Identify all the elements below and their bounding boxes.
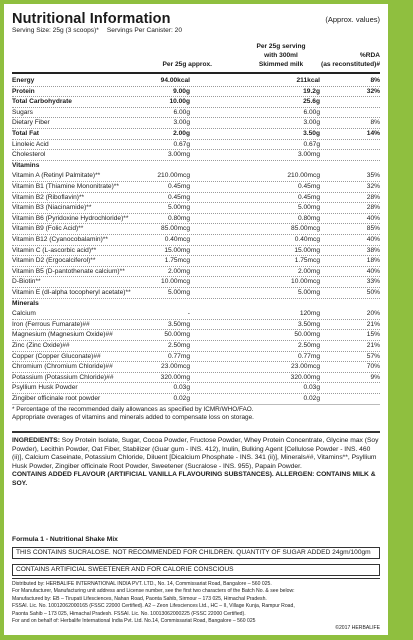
- per-25g-value: 5.00mg: [168, 289, 190, 296]
- ingredients-block: [12, 437, 380, 489]
- nutrient-name: Total Fat: [12, 130, 39, 137]
- nutrient-row: [12, 140, 380, 151]
- serving-info: [12, 27, 182, 34]
- with-milk-value: 85.00mcg: [291, 225, 320, 233]
- nutrient-row: [12, 87, 380, 98]
- nutrient-row: [12, 108, 380, 119]
- rda-value: 18%: [366, 257, 380, 265]
- with-milk-value: 1.75mcg: [294, 257, 320, 265]
- per-25g-value: 0.45mg: [168, 193, 190, 201]
- rda-value: 38%: [366, 246, 380, 254]
- per-25g-value: 5.00mg: [168, 204, 190, 212]
- nutrient-name: Copper (Copper Gluconate)##: [12, 352, 101, 360]
- per-25g-value: 0.80mg: [168, 214, 190, 222]
- with-milk-value: 19.2g: [303, 87, 320, 95]
- with-milk-value: 0.67g: [303, 140, 320, 148]
- with-milk-value: 2.00mg: [298, 267, 320, 275]
- nutrient-row: [12, 362, 380, 373]
- manufacturer-note: For Manufacturer, Manufacturing unit address and License number, see the first two characters of the Batch No. & see below:: [12, 588, 295, 595]
- per-25g-value: 320.00mg: [160, 373, 190, 381]
- nutrient-row: [12, 118, 380, 129]
- with-milk-value: 210.00mcg: [287, 172, 320, 180]
- with-milk-value: 3.00g: [303, 119, 320, 127]
- nutrient-row: [12, 97, 380, 108]
- nutrient-row: [12, 214, 380, 225]
- with-milk-value: 3.00mg: [298, 151, 320, 159]
- nutrient-name: Zinc (Zinc Oxide)##: [12, 342, 70, 349]
- rda-value: 40%: [366, 214, 380, 222]
- per-25g-value: 85.00mcg: [161, 225, 190, 233]
- nutrient-name: Magnesium (Magnesium Oxide)##: [12, 331, 113, 339]
- nutrient-row: [12, 299, 380, 309]
- with-milk-value: 6.00g: [303, 108, 320, 116]
- per-25g-value: 0.77mg: [168, 352, 190, 360]
- allergen-statement: CONTAINS ADDED FLAVOUR (ARTIFICIAL VANILLA FLAVOURING SUBSTANCES). ALLERGEN: CONTAINS MILK & SOY.: [12, 471, 376, 487]
- rda-value: 40%: [366, 267, 380, 275]
- manufacturer-line: Manufactured by: EB – Tirupati Lifesciences, Nahan Road, Paonta Sahib, Sirmour – 173 025, Himachal Pradesh.: [12, 595, 267, 602]
- with-milk-value: 50.00mg: [294, 331, 320, 339]
- fssai-line-2: Paonta Sahib – 173 025, Himachal Pradesh. FSSAI. Lic. No. 10013062000225 (FSSC 22000 Certified).: [12, 610, 246, 617]
- per-25g-value: 210.00mcg: [157, 172, 190, 180]
- with-milk-value: 320.00mg: [290, 373, 320, 381]
- nutrient-row: [12, 171, 380, 182]
- with-milk-value: 3.50mg: [298, 320, 320, 328]
- distribution-block: [12, 581, 380, 625]
- nutrient-name: Vitamin D2 (Ergocalciferol)**: [12, 257, 96, 265]
- nutrient-row: [12, 256, 380, 267]
- nutrient-name: Zingiber officinale root powder: [12, 395, 101, 402]
- nutrient-row: [12, 224, 380, 235]
- per-25g-value: 0.67g: [173, 140, 190, 148]
- rda-value: 85%: [366, 225, 380, 233]
- nutrient-row: [12, 288, 380, 299]
- per-25g-value: 0.03g: [173, 384, 190, 392]
- nutrient-name: Vitamin A (Retinyl Palmitate)**: [12, 172, 101, 180]
- ingredients-text: Soy Protein Isolate, Sugar, Cocoa Powder, Fructose Powder, Whey Protein Concentrate, Glycine max (Soy Powder), Lecithin Powder, Oat Fiber, Stabilizer (Guar gum - INS. 412), Inulin, Bulking Agent [Cellulose Powder - INS. 460 (ii)], Calcium Caseinate, Potassium Chloride, Diluent [Dicalcium Phosphate - INS. 341 (ii)], Minerals##, Vitamins**, Psyllium Husk Powder, Zingiber officinale Root Powder, Sweetener (Sucralose - INS. 955), Papain Powder.: [12, 437, 379, 470]
- rda-value: 15%: [366, 331, 380, 339]
- nutrient-row: [12, 373, 380, 384]
- with-milk-value: 5.00mg: [298, 204, 320, 212]
- rda-value: 20%: [366, 310, 380, 318]
- fssai-line-1: FSSAI. Lic. No. 10012062000165 (FSSC 22000 Certified). A2 – Zeon Lifesciences Ltd., HC – II, Village Kunja, Rampur Road,: [12, 603, 295, 610]
- nutrient-row: [12, 330, 380, 341]
- ingredients-label: INGREDIENTS:: [12, 437, 60, 444]
- nutrient-row: [12, 320, 380, 331]
- nutrient-row: [12, 76, 380, 87]
- servings-per-canister: Servings Per Canister: 20: [106, 27, 183, 34]
- rda-value: 40%: [366, 236, 380, 243]
- with-milk-value: 2.50mg: [298, 342, 320, 349]
- with-milk-value: 211kcal: [296, 77, 320, 84]
- rda-value: 70%: [366, 363, 380, 371]
- header-per-25g: Per 25g approx.: [162, 61, 212, 68]
- nutrient-name: Cholesterol: [12, 151, 46, 159]
- nutrient-name: Vitamin B2 (Riboflavin)**: [12, 193, 85, 201]
- per-25g-value: 6.00g: [173, 108, 190, 116]
- with-milk-value: 10.00mcg: [291, 278, 320, 286]
- per-25g-value: 9.00g: [173, 87, 190, 95]
- per-25g-value: 94.00kcal: [160, 77, 190, 84]
- rda-value: 35%: [366, 172, 380, 180]
- per-25g-value: 10.00g: [169, 98, 190, 106]
- per-25g-value: 3.50mg: [168, 320, 190, 328]
- rda-value: 28%: [366, 204, 380, 212]
- per-25g-value: 0.02g: [173, 395, 190, 402]
- nutrient-name: Vitamin B3 (Niacinamide)**: [12, 204, 92, 212]
- nutrient-name: Minerals: [12, 299, 39, 307]
- serving-size: Serving Size: 25g (3 scoops)*: [12, 27, 99, 34]
- footnote-rda: * Percentage of the recommended daily allowances as specified by ICMR/WHO/FAO.: [12, 406, 254, 413]
- with-milk-value: 0.45mg: [298, 193, 320, 201]
- per-25g-value: 0.40mcg: [164, 236, 190, 243]
- nutrient-name: Calcium: [12, 310, 36, 318]
- per-25g-value: -: [187, 310, 190, 318]
- with-milk-value: 23.00mcg: [291, 363, 320, 371]
- rda-value: 32%: [366, 87, 380, 95]
- nutrition-label: [4, 4, 388, 635]
- behalf-line: For and on behalf of: Herbalife International India Pvt. Ltd. No.14, Commissariat Road, Bangalore – 560 025: [12, 618, 256, 625]
- nutrient-name: D-Biotin**: [12, 278, 41, 286]
- per-25g-value: 10.00mcg: [161, 278, 190, 286]
- with-milk-value: 0.02g: [303, 395, 320, 402]
- with-milk-value: 0.03g: [303, 384, 320, 392]
- with-milk-value: 120mg: [299, 310, 320, 318]
- per-25g-value: 2.00g: [173, 130, 190, 137]
- sweetener-warning: CONTAINS ARTIFICIAL SWEETENER AND FOR CALORIE CONSCIOUS: [12, 564, 380, 576]
- per-25g-value: 15.00mg: [164, 246, 190, 254]
- nutrient-name: Vitamin B5 (D-pantothenate calcium)**: [12, 267, 125, 275]
- nutrient-row: [12, 246, 380, 257]
- with-milk-value: 0.77mg: [298, 352, 320, 360]
- nutrient-name: Sugars: [12, 108, 33, 116]
- green-side-strip: [392, 0, 413, 640]
- header-rda: %RDA (as reconstituted)#: [321, 52, 380, 68]
- nutrient-row: [12, 203, 380, 214]
- nutrient-row: [12, 150, 380, 161]
- nutrient-name: Vitamin E (dl-alpha tocopheryl acetate)**: [12, 289, 131, 296]
- with-milk-value: 0.45mg: [298, 183, 320, 190]
- nutrient-row: [12, 277, 380, 288]
- nutrient-name: Protein: [12, 87, 35, 95]
- with-milk-value: 0.80mg: [298, 214, 320, 222]
- rda-value: 57%: [366, 352, 380, 360]
- sucralose-warning: THIS CONTAINS SUCRALOSE. NOT RECOMMENDED FOR CHILDREN. QUANTITY OF SUGAR ADDED 24gm/100gm: [12, 547, 380, 559]
- rda-value: 32%: [366, 183, 380, 190]
- per-25g-value: 3.00mg: [168, 151, 190, 159]
- rda-value: 28%: [366, 193, 380, 201]
- with-milk-value: 15.00mg: [294, 246, 320, 254]
- ingredients-rule: [12, 431, 380, 433]
- nutrient-name: Energy: [12, 77, 35, 84]
- nutrient-name: Linoleic Acid: [12, 140, 49, 148]
- rda-value: 33%: [366, 278, 380, 286]
- per-25g-value: 2.00mg: [168, 267, 190, 275]
- with-milk-value: 25.6g: [303, 98, 320, 106]
- approx-note: (Approx. values): [325, 15, 380, 24]
- with-milk-value: 5.00mg: [298, 289, 320, 296]
- nutrient-row: [12, 182, 380, 193]
- nutrient-name: Vitamin B6 (Pyridoxine Hydrochloride)**: [12, 214, 129, 222]
- rda-value: 21%: [366, 320, 380, 328]
- per-25g-value: 3.00g: [173, 119, 190, 127]
- per-25g-value: 50.00mg: [164, 331, 190, 339]
- nutrient-name: Chromium (Chromium Chloride)##: [12, 363, 113, 371]
- rda-value: 21%: [366, 342, 380, 349]
- nutrient-name: Vitamin C (L-ascorbic acid)**: [12, 246, 97, 254]
- rda-value: 9%: [370, 373, 380, 381]
- copyright: ©2017 HERBALIFE: [335, 625, 380, 631]
- nutrient-row: [12, 352, 380, 363]
- nutrient-row: [12, 309, 380, 320]
- nutrient-row: [12, 267, 380, 278]
- nutrient-name: Potassium (Potassium Chloride)##: [12, 373, 114, 381]
- distributor-line: Distributed by: HERBALIFE INTERNATIONAL INDIA PVT. LTD., No. 14, Commissariat Road, Bangalore – 560 025.: [12, 581, 272, 587]
- nutrient-name: Iron (Ferrous Fumarate)##: [12, 320, 90, 328]
- nutrient-row: [12, 383, 380, 394]
- formula-name: Formula 1 - Nutritional Shake Mix: [12, 536, 118, 543]
- nutrient-name: Vitamins: [12, 161, 40, 169]
- nutrient-name: Vitamin B12 (Cyanocobalamin)**: [12, 236, 108, 243]
- rda-value: 14%: [366, 130, 380, 137]
- nutrient-row: [12, 129, 380, 140]
- header-rule: [12, 72, 380, 74]
- footnote-overages: Appropriate overages of vitamins and minerals added to compensate loss on storage.: [12, 414, 254, 421]
- nutrient-row: [12, 161, 380, 171]
- footnotes: [12, 406, 380, 422]
- nutrient-row: [12, 235, 380, 246]
- nutrient-row: [12, 193, 380, 204]
- per-25g-value: 23.00mcg: [161, 363, 190, 371]
- nutrient-name: Vitamin B9 (Folic Acid)**: [12, 225, 84, 233]
- with-milk-value: 0.40mcg: [294, 236, 320, 243]
- per-25g-value: 1.75mcg: [164, 257, 190, 265]
- nutrient-name: Total Carbohydrate: [12, 98, 72, 106]
- per-25g-value: 2.50mg: [168, 342, 190, 349]
- nutrient-name: Dietary Fiber: [12, 119, 50, 127]
- rda-value: 8%: [370, 77, 380, 84]
- nutrient-name: Vitamin B1 (Thiamine Mononitrate)**: [12, 183, 119, 190]
- label-title: Nutritional Information: [12, 11, 171, 27]
- nutrient-row: [12, 394, 380, 405]
- distribution-rule: [12, 578, 380, 579]
- with-milk-value: 3.50g: [303, 130, 320, 137]
- nutrient-name: Psyllium Husk Powder: [12, 384, 78, 392]
- rda-value: 50%: [366, 289, 380, 296]
- rda-value: 8%: [370, 119, 380, 127]
- per-25g-value: 0.45mg: [168, 183, 190, 190]
- nutrient-row: [12, 341, 380, 352]
- header-with-milk: Per 25g serving with 300ml Skimmed milk: [256, 43, 306, 68]
